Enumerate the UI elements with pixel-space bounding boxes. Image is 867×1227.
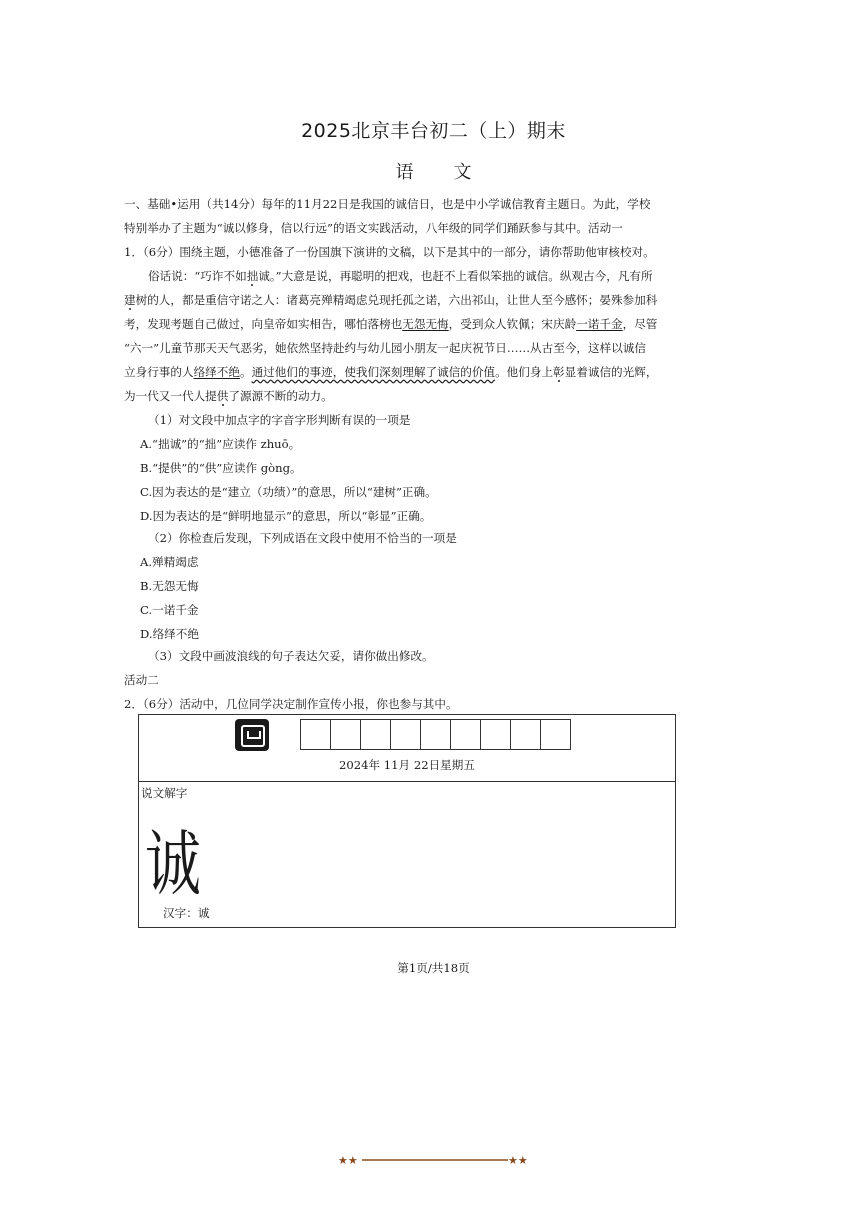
q2-stem: 2．（6分）活动中，几位同学决定制作宣传小报，你也参与其中。 xyxy=(124,697,458,711)
dotted-char-gong: 供 xyxy=(216,389,229,403)
dotted-char-zhang: 彰 xyxy=(553,365,565,379)
title-cell xyxy=(360,719,391,750)
svg-text:★★: ★★ xyxy=(508,1154,528,1167)
passage-line-4: “六一”儿童节那天天气恶劣，她依然坚持赴约与幼儿园小朋友一起庆祝节日……从古至今，这样以诚信 xyxy=(124,341,646,355)
passage-line-1: 俗话说：“巧诈不如拙诚。”大意是说，再聪明的把戏，也赶不上看似笨拙的诚信。纵观古今，凡有所 xyxy=(148,269,653,283)
option-1a: A.“拙诚”的“拙”应读作 zhuō。 xyxy=(140,437,301,451)
poster-divider xyxy=(139,781,675,782)
title-cell xyxy=(450,719,481,750)
shuowen-label: 说文解字 xyxy=(141,786,188,800)
option-2b: B.无怨无悔 xyxy=(140,579,199,593)
dotted-char-zhuo: 拙 xyxy=(246,269,259,283)
q1-stem: 1．（6分）围绕主题，小德准备了一份国旗下演讲的文稿，以下是其中的一部分，请你帮助他审核校对。 xyxy=(124,245,655,259)
sub-question-1: （1）对文段中加点字的字音字形判断有误的一项是 xyxy=(148,413,411,427)
passage-line-2: 建树的人，都是重信守诺之人：诸葛亮殚精竭虑兑现托孤之诺，六出祁山，让世人至今感怀；晏殊参加科 xyxy=(124,293,658,307)
option-2a: A.殚精竭虑 xyxy=(140,555,199,569)
title-cell xyxy=(480,719,511,750)
seal-script-character: 诚 xyxy=(145,824,201,906)
page-title: 2025北京丰台初二（上）期末 xyxy=(301,120,566,142)
option-1d: D.因为表达的是“鲜明地显示”的意思，所以“彰显”正确。 xyxy=(140,509,432,523)
poster-frame xyxy=(138,714,676,928)
option-1b: B.“提供”的“供”应读作 gòng。 xyxy=(140,461,302,475)
passage-line-6: 为一代又一代人提供了源源不断的动力。 xyxy=(124,389,333,403)
idiom-luoyibujue: 络绎不绝 xyxy=(193,365,240,379)
sub-question-3: （3）文段中画波浪线的句子表达欠妥，请你做出修改。 xyxy=(148,649,434,663)
passage-line-5: 立身行事的人络绎不绝。通过他们的事迹，使我们深刻理解了诚信的价值。他们身上彰显着诚信的光辉， xyxy=(124,365,658,379)
idiom-yinuoqianjin: 一诺千金 xyxy=(576,317,623,331)
seal-logo-icon xyxy=(235,719,269,751)
passage-line-3: 考，发现考题自己做过，向皇帝如实相告，哪怕落榜也无怨无悔，受到众人钦佩；宋庆龄一诺千金，尽管 xyxy=(124,317,658,331)
option-2d: D.络绎不绝 xyxy=(140,627,199,641)
activity-2-label: 活动二 xyxy=(124,673,159,687)
hanzi-label: 汉字：诚 xyxy=(163,906,210,920)
title-cell xyxy=(300,719,331,750)
intro-line-1: 一、基础•运用（共14分）每年的11月22日是我国的诚信日，也是中小学诚信教育主题日。为此，学校 xyxy=(124,197,651,211)
svg-text:★★: ★★ xyxy=(338,1154,358,1167)
option-1c: C.因为表达的是“建立（功绩）”的意思，所以“建树”正确。 xyxy=(140,485,437,499)
footer-ornament-icon xyxy=(338,1152,532,1168)
idiom-wuyuanwuhui: 无怨无悔 xyxy=(402,317,449,331)
dotted-char-jian: 建 xyxy=(124,293,136,307)
subject-title: 语文 xyxy=(395,162,512,183)
page-number: 第1页/共18页 xyxy=(397,961,470,975)
option-2c: C.一诺千金 xyxy=(140,603,199,617)
wavy-sentence: 通过他们的事迹，使我们深刻理解了诚信的价值 xyxy=(251,365,496,379)
title-cell xyxy=(330,719,361,750)
title-cell xyxy=(390,719,421,750)
title-cell xyxy=(510,719,541,750)
sub-question-2: （2）你检查后发现，下列成语在文段中使用不恰当的一项是 xyxy=(148,531,457,545)
title-cells xyxy=(301,719,571,750)
title-cell xyxy=(420,719,451,750)
poster-date: 2024年 11月 22日星期五 xyxy=(339,758,475,772)
intro-line-2: 特别举办了主题为“诚以修身，信以行远”的语文实践活动，八年级的同学们踊跃参与其中。活动一 xyxy=(124,221,623,235)
title-cell xyxy=(540,719,571,750)
